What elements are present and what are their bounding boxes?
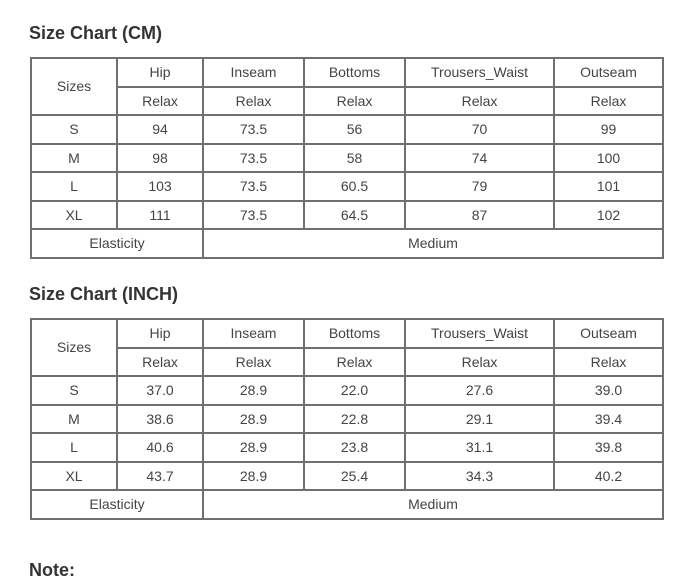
size-cell: M: [31, 144, 117, 173]
elasticity-label: Elasticity: [31, 490, 203, 519]
value-cell: 73.5: [203, 115, 304, 144]
value-cell: 87: [405, 201, 554, 230]
header-row: [31, 319, 663, 348]
value-cell: 22.0: [304, 376, 405, 405]
value-cell: 73.5: [203, 144, 304, 173]
value-cell: 99: [554, 115, 663, 144]
table-row: [31, 376, 663, 405]
fit-cell: Relax: [203, 87, 304, 116]
size-chart-cm-table: [30, 57, 664, 259]
value-cell: 60.5: [304, 172, 405, 201]
header-trousers-waist: Trousers_Waist: [405, 319, 554, 348]
header-outseam: Outseam: [554, 58, 663, 87]
header-row: [31, 58, 663, 87]
value-cell: 79: [405, 172, 554, 201]
value-cell: 43.7: [117, 462, 203, 491]
value-cell: 29.1: [405, 405, 554, 434]
size-cell: XL: [31, 462, 117, 491]
size-chart-inch-title: Size Chart (INCH): [29, 284, 179, 304]
value-cell: 73.5: [203, 172, 304, 201]
value-cell: 38.6: [117, 405, 203, 434]
fit-cell: Relax: [117, 348, 203, 377]
fit-cell: Relax: [117, 87, 203, 116]
value-cell: 111: [117, 201, 203, 230]
value-cell: 28.9: [203, 405, 304, 434]
value-cell: 74: [405, 144, 554, 173]
value-cell: 31.1: [405, 433, 554, 462]
value-cell: 23.8: [304, 433, 405, 462]
size-cell: S: [31, 376, 117, 405]
fit-cell: Relax: [554, 348, 663, 377]
value-cell: 39.0: [554, 376, 663, 405]
elasticity-value: Medium: [203, 229, 663, 258]
value-cell: 39.8: [554, 433, 663, 462]
header-inseam: Inseam: [203, 58, 304, 87]
value-cell: 22.8: [304, 405, 405, 434]
size-cell: XL: [31, 201, 117, 230]
table-row: [31, 462, 663, 491]
value-cell: 28.9: [203, 376, 304, 405]
value-cell: 64.5: [304, 201, 405, 230]
value-cell: 73.5: [203, 201, 304, 230]
value-cell: 98: [117, 144, 203, 173]
value-cell: 27.6: [405, 376, 554, 405]
header-trousers-waist: Trousers_Waist: [405, 58, 554, 87]
table-row: [31, 405, 663, 434]
elasticity-value: Medium: [203, 490, 663, 519]
fit-cell: Relax: [405, 87, 554, 116]
value-cell: 102: [554, 201, 663, 230]
value-cell: 34.3: [405, 462, 554, 491]
fit-cell: Relax: [405, 348, 554, 377]
size-chart-inch-table: [30, 318, 664, 520]
notes-heading: Note:: [29, 560, 75, 580]
value-cell: 39.4: [554, 405, 663, 434]
value-cell: 40.2: [554, 462, 663, 491]
fit-cell: Relax: [304, 87, 405, 116]
fit-row: [31, 87, 663, 116]
value-cell: 94: [117, 115, 203, 144]
table-row: [31, 144, 663, 173]
header-inseam: Inseam: [203, 319, 304, 348]
header-sizes: Sizes: [31, 319, 117, 376]
fit-cell: Relax: [554, 87, 663, 116]
table-row: [31, 115, 663, 144]
value-cell: 28.9: [203, 433, 304, 462]
value-cell: 56: [304, 115, 405, 144]
size-cell: L: [31, 172, 117, 201]
header-hip: Hip: [117, 319, 203, 348]
size-cell: L: [31, 433, 117, 462]
fit-row: [31, 348, 663, 377]
value-cell: 70: [405, 115, 554, 144]
header-bottoms: Bottoms: [304, 319, 405, 348]
table-row: [31, 201, 663, 230]
value-cell: 28.9: [203, 462, 304, 491]
header-outseam: Outseam: [554, 319, 663, 348]
value-cell: 25.4: [304, 462, 405, 491]
value-cell: 40.6: [117, 433, 203, 462]
fit-cell: Relax: [203, 348, 304, 377]
header-sizes: Sizes: [31, 58, 117, 115]
value-cell: 103: [117, 172, 203, 201]
elasticity-label: Elasticity: [31, 229, 203, 258]
size-chart-cm-title: Size Chart (CM): [29, 23, 163, 43]
value-cell: 101: [554, 172, 663, 201]
elasticity-row: [31, 490, 663, 519]
size-cell: S: [31, 115, 117, 144]
value-cell: 100: [554, 144, 663, 173]
value-cell: 37.0: [117, 376, 203, 405]
table-row: [31, 172, 663, 201]
header-hip: Hip: [117, 58, 203, 87]
table-row: [31, 433, 663, 462]
elasticity-row: [31, 229, 663, 258]
header-bottoms: Bottoms: [304, 58, 405, 87]
value-cell: 58: [304, 144, 405, 173]
fit-cell: Relax: [304, 348, 405, 377]
size-cell: M: [31, 405, 117, 434]
